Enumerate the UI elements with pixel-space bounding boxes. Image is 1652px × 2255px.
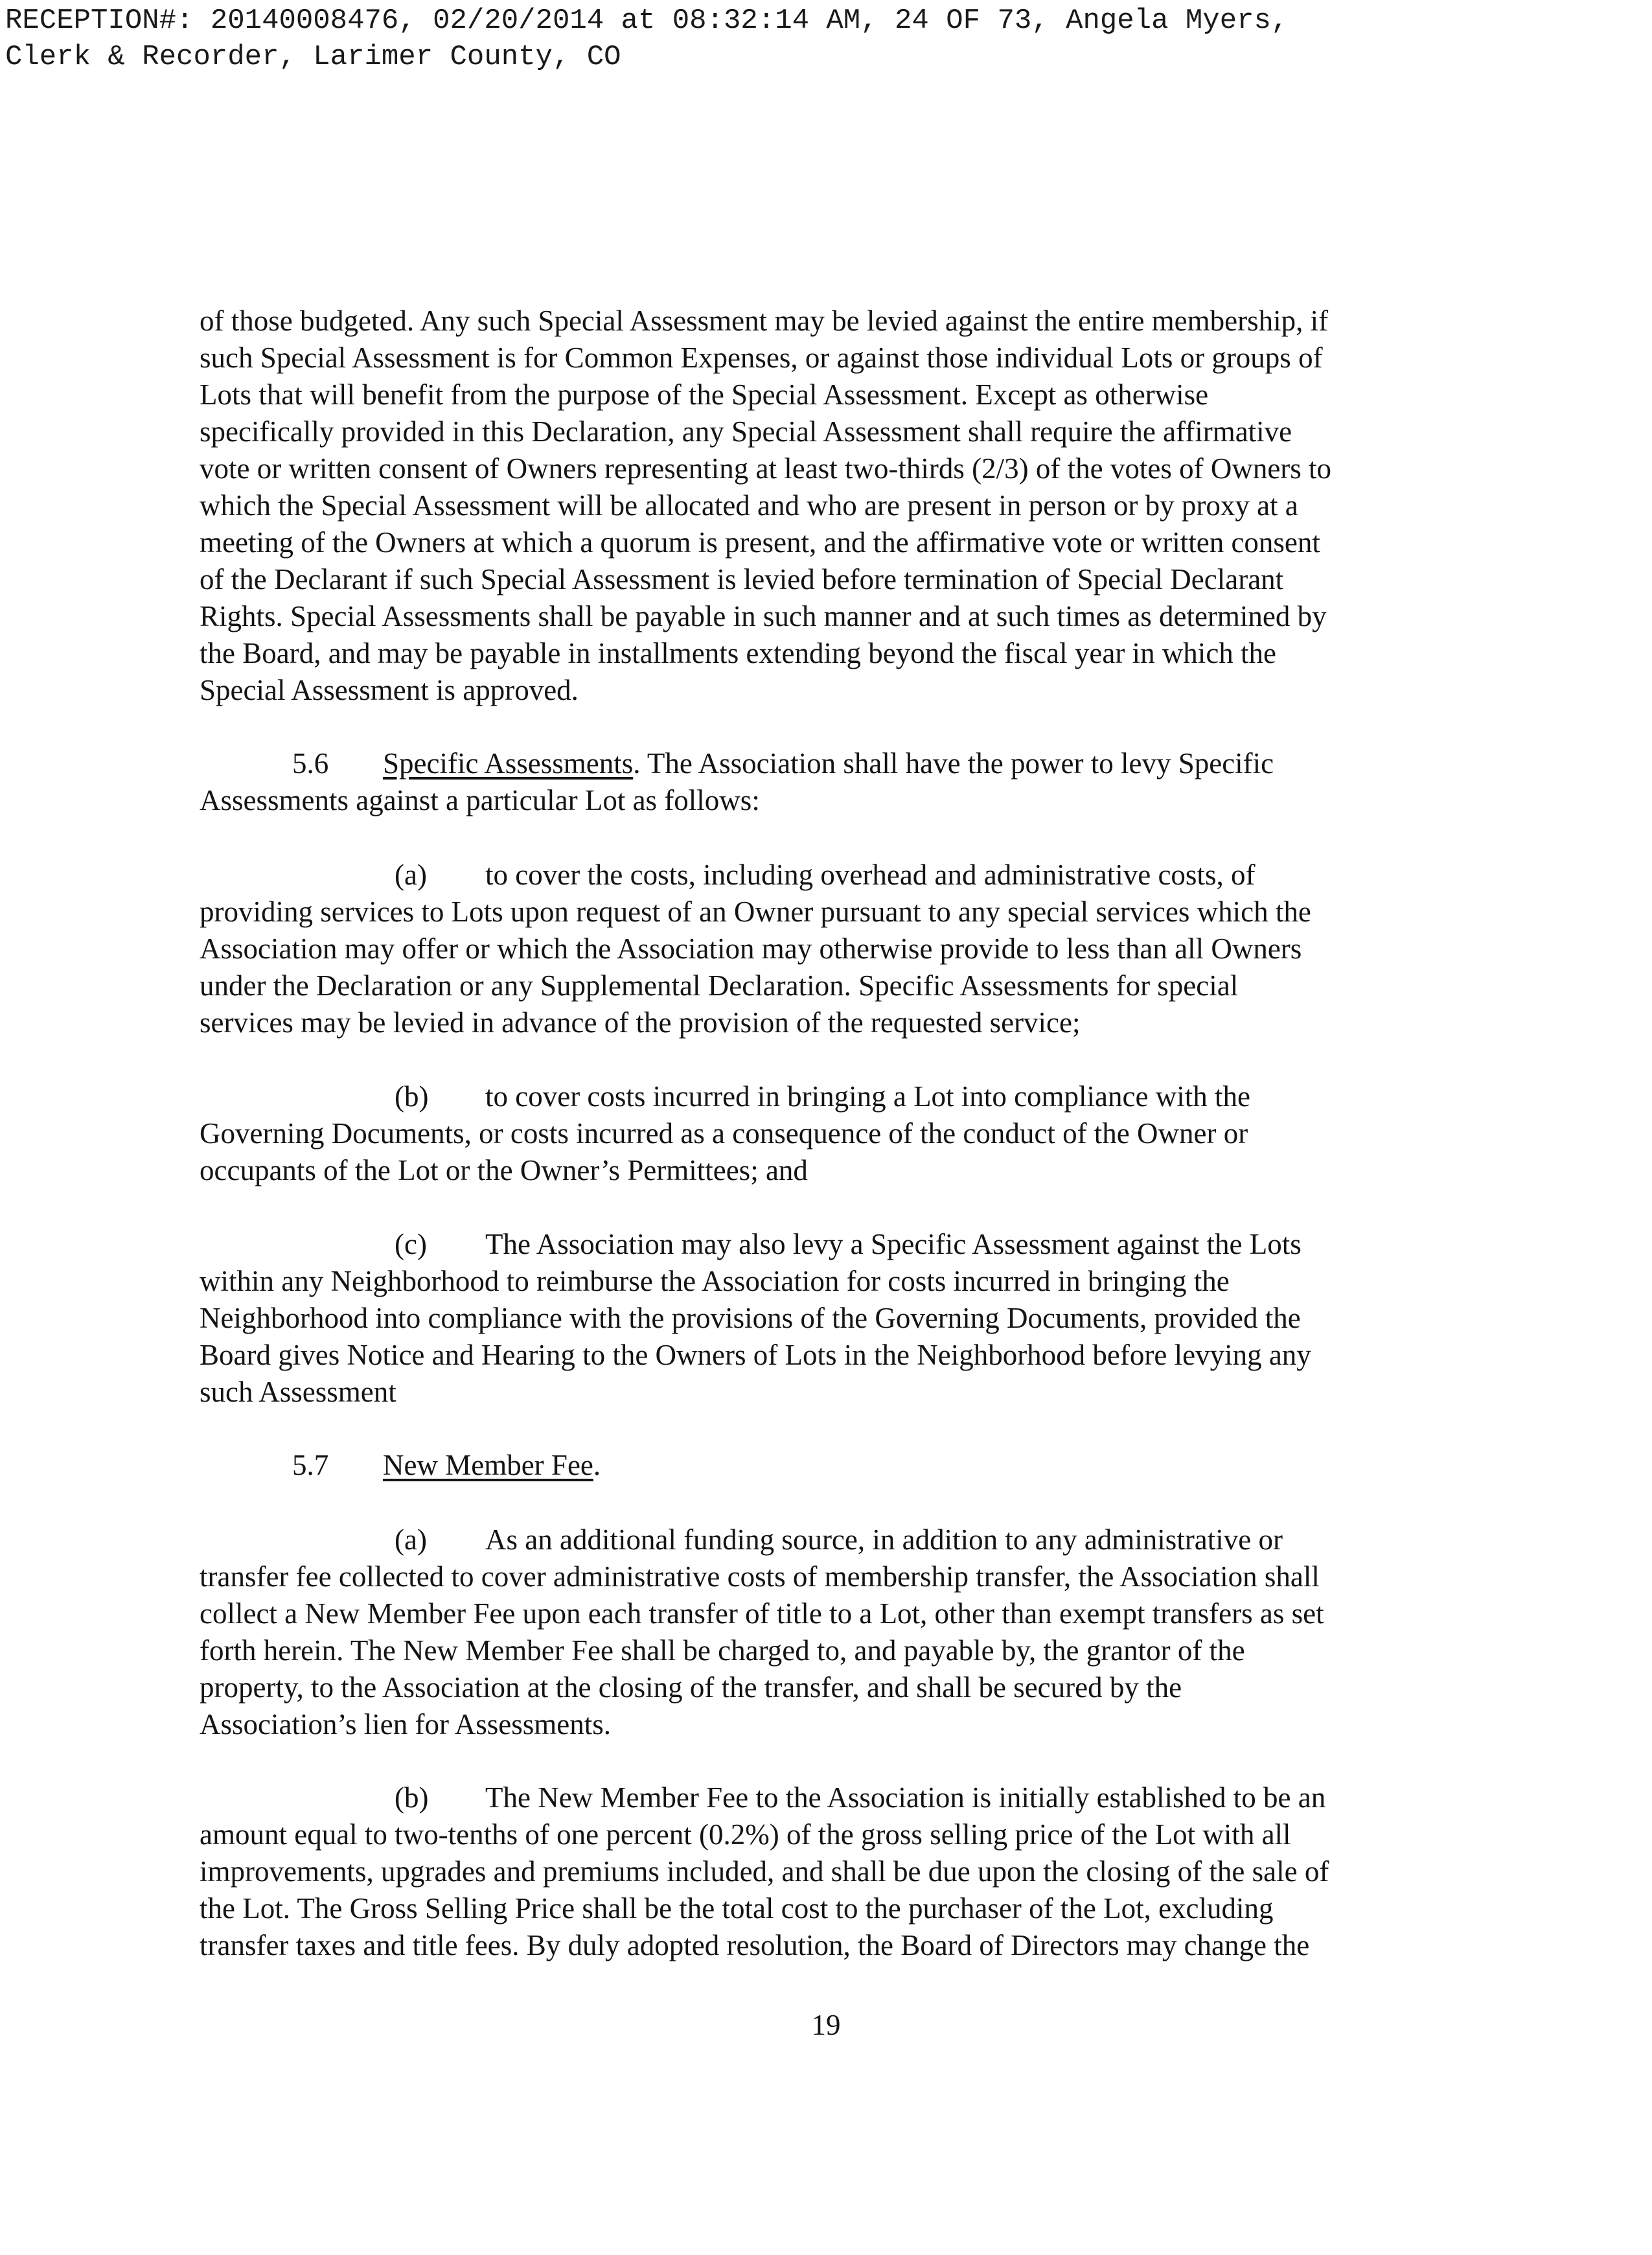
section-5-6 [200,745,1450,819]
section-5-7 [200,1447,1450,1484]
page-number: 19 [811,2009,841,2041]
recording-stamp [5,3,1288,75]
text-line: Board gives Notice and Hearing to the Owners of Lots in the Neighborhood before levying any [200,1339,1311,1371]
text-line: property, to the Association at the closing of the transfer, and shall be secured by the [200,1671,1182,1704]
recording-stamp-line-2: Clerk & Recorder, Larimer County, CO [5,41,621,73]
text-line: The Association may also levy a Specific Assessment against the Lots [485,1228,1302,1260]
recording-stamp-line-1: RECEPTION#: 20140008476, 02/20/2014 at 08:32:14 AM, 24 OF 73, Angela Myers, [5,5,1289,37]
text-line: such Assessment [200,1376,396,1408]
text-line: meeting of the Owners at which a quorum is present, and the affirmative vote or written consent [200,526,1320,559]
text-line: Assessments against a particular Lot as follows: [200,784,760,816]
subsection-5-6-a [200,857,1450,1041]
text-line: providing services to Lots upon request of an Owner pursuant to any special services which the [200,896,1311,928]
section-heading: New Member Fee [383,1449,593,1481]
paragraph-special-assessment-continued [200,303,1450,709]
subsection-label: (b) [395,1080,429,1113]
text-line: transfer fee collected to cover administrative costs of membership transfer, the Association shall [200,1560,1320,1593]
text-line: Rights. Special Assessments shall be payable in such manner and at such times as determined by [200,600,1327,632]
text-line: such Special Assessment is for Common Expenses, or against those individual Lots or groups of [200,341,1323,374]
section-heading-period: . [593,1449,601,1481]
section-heading: Specific Assessments [383,747,634,780]
section-number: 5.6 [292,747,329,780]
text-line: within any Neighborhood to reimburse the Association for costs incurred in bringing the [200,1265,1230,1297]
text-line: Association’s lien for Assessments. [200,1708,611,1740]
subsection-5-7-a [200,1521,1450,1743]
text-line: to cover costs incurred in bringing a Lot into compliance with the [485,1080,1250,1113]
text-line: improvements, upgrades and premiums included, and shall be due upon the closing of the sale of [200,1855,1329,1888]
text-line: specifically provided in this Declaration, any Special Assessment shall require the affirmative [200,415,1292,448]
text-line: services may be levied in advance of the provision of the requested service; [200,1006,1081,1039]
subsection-label: (a) [395,859,427,891]
text-line: Governing Documents, or costs incurred as a consequence of the conduct of the Owner or [200,1117,1248,1150]
subsection-5-7-b [200,1779,1450,1964]
text-line: Neighborhood into compliance with the provisions of the Governing Documents, provided the [200,1302,1301,1334]
text-line: Lots that will benefit from the purpose of the Special Assessment. Except as otherwise [200,378,1209,411]
text-line: The New Member Fee to the Association is initially established to be an [485,1781,1326,1814]
text-line: the Lot. The Gross Selling Price shall be the total cost to the purchaser of the Lot, excluding [200,1892,1274,1925]
text-line: under the Declaration or any Supplemental Declaration. Specific Assessments for special [200,969,1239,1002]
text-line: transfer taxes and title fees. By duly adopted resolution, the Board of Directors may change the [200,1929,1310,1961]
subsection-5-6-c [200,1226,1450,1411]
section-number: 5.7 [292,1449,329,1481]
text-line: amount equal to two-tenths of one percent (0.2%) of the gross selling price of the Lot with all [200,1818,1291,1851]
subsection-label: (a) [395,1523,427,1556]
subsection-label: (c) [395,1228,427,1260]
text-line: occupants of the Lot or the Owner’s Permittees; and [200,1154,808,1186]
text-line: collect a New Member Fee upon each transfer of title to a Lot, other than exempt transfers as set [200,1597,1324,1630]
text-line: Special Assessment is approved. [200,674,579,706]
text-line: Association may offer or which the Association may otherwise provide to less than all Owners [200,932,1302,965]
text-line: of the Declarant if such Special Assessment is levied before termination of Special Declarant [200,563,1284,596]
text-line: which the Special Assessment will be allocated and who are present in person or by proxy at a [200,489,1298,522]
text-line: of those budgeted. Any such Special Assessment may be levied against the entire membership, if [200,305,1329,337]
text-line: . The Association shall have the power to levy Specific [633,747,1274,780]
subsection-label: (b) [395,1781,429,1814]
text-line: the Board, and may be payable in installments extending beyond the fiscal year in which the [200,637,1277,669]
text-line: forth herein. The New Member Fee shall be charged to, and payable by, the grantor of the [200,1634,1245,1667]
text-line: vote or written consent of Owners representing at least two-thirds (2/3) of the votes of Owners to [200,452,1332,485]
text-line: to cover the costs, including overhead and administrative costs, of [485,859,1256,891]
text-line: As an additional funding source, in addition to any administrative or [485,1523,1283,1556]
subsection-5-6-b [200,1078,1450,1189]
